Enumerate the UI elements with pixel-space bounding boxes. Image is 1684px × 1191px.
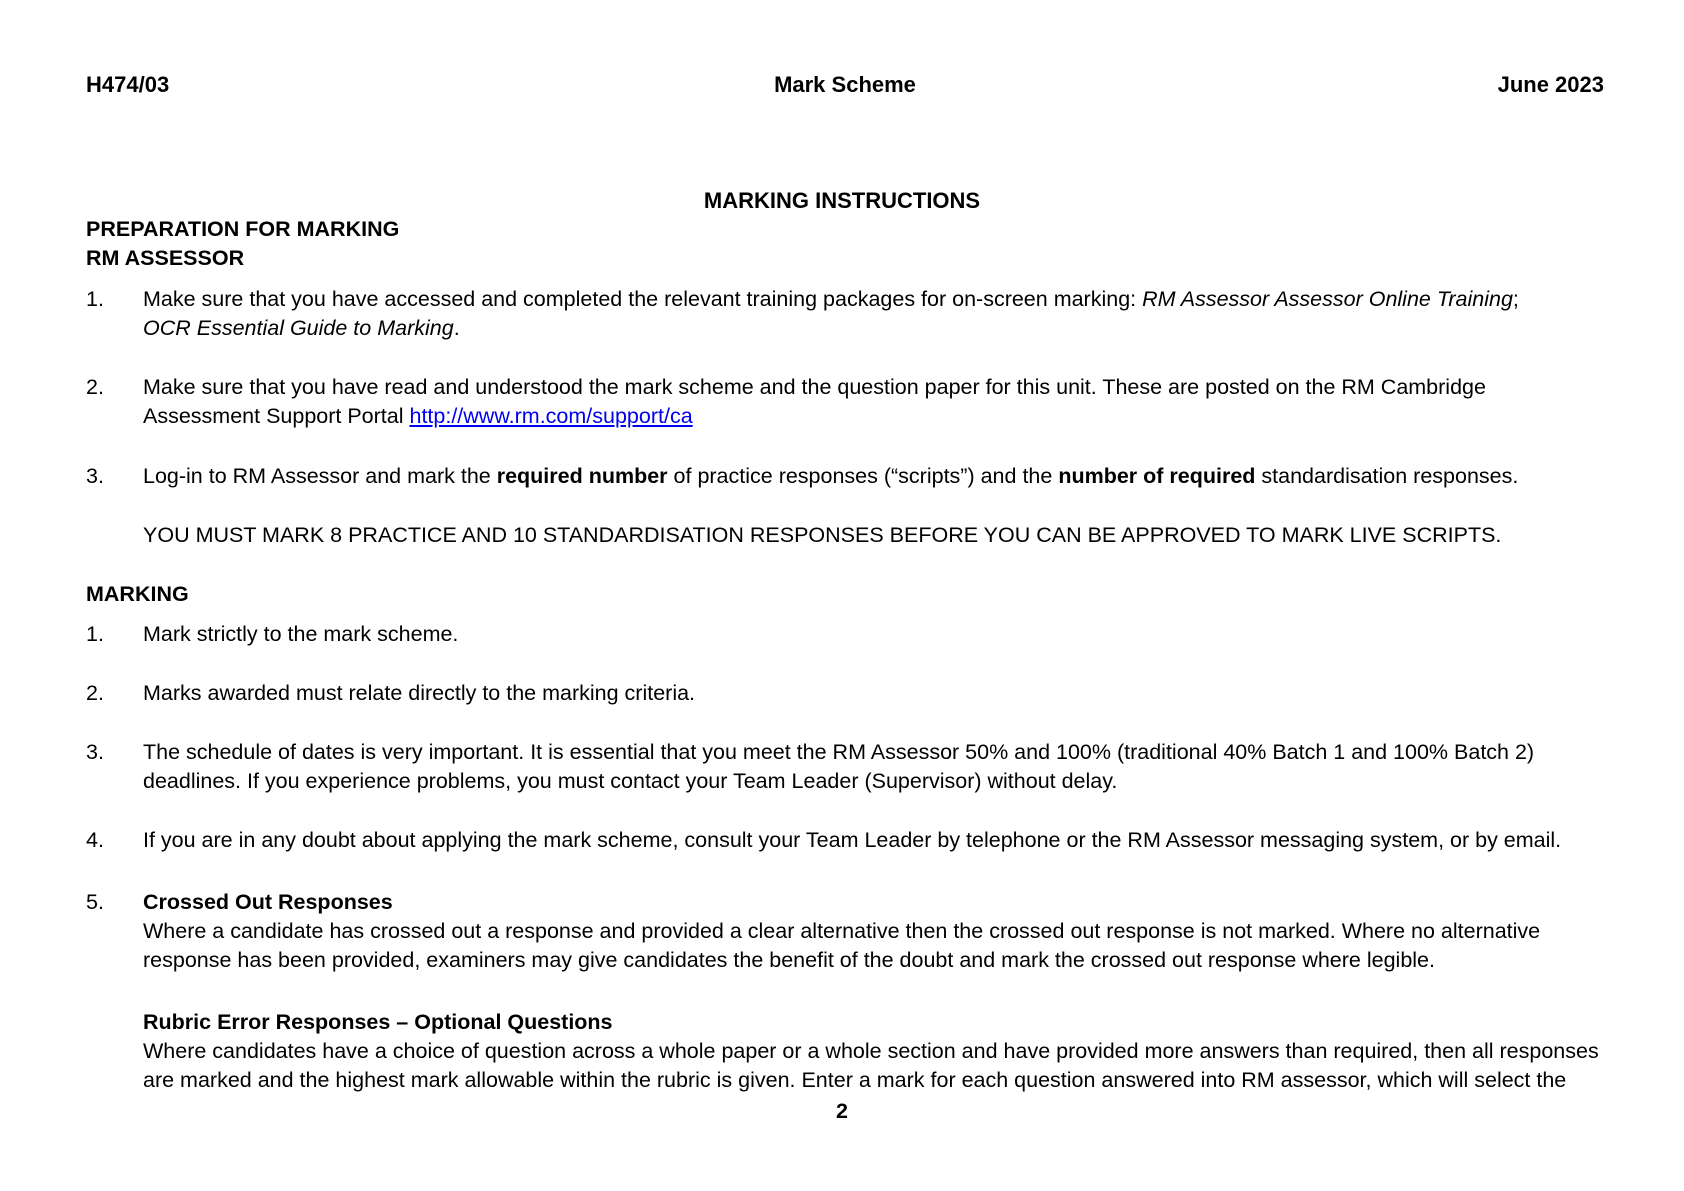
rubric-error-line2: are marked and the highest mark allowable within the rubric is given. Enter a mark for each question answered into RM assessor, which will select the (143, 1068, 1567, 1092)
number-required-emphasis: number of required (1058, 464, 1256, 488)
portal-label: Assessment Support Portal (143, 404, 410, 428)
marking-item-3-line1: The schedule of dates is very important. It is essential that you meet the RM Assessor 50% and 100% (traditional 40% Batch 1 and 100% Batch 2) (143, 740, 1535, 764)
section-title: MARKING INSTRUCTIONS (703, 188, 981, 213)
rubric-error-heading: Rubric Error Responses – Optional Questions (143, 1010, 613, 1034)
prep-item-2-line2 (143, 402, 1604, 431)
crossed-out-line2: response has been provided, examiners may give candidates the benefit of the doubt and mark the crossed out response where legible. (143, 948, 1435, 972)
prep-item-1-separator: ; (1512, 287, 1519, 311)
prep-item-1 (143, 285, 1604, 343)
prep-item-2-line1: Make sure that you have read and understood the mark scheme and the question paper for this unit. These are posted on the RM Cambridge (143, 375, 1486, 399)
page-header (86, 70, 1604, 100)
marking-item-number: 1. (86, 622, 104, 646)
marking-item-4: If you are in any doubt about applying the mark scheme, consult your Team Leader by telephone or the RM Assessor messaging system, or by email. (143, 828, 1562, 852)
prep-item-1-line2 (143, 314, 1604, 343)
prep-item-1-text: Make sure that you have accessed and completed the relevant training packages for on-screen marking: (143, 287, 1143, 311)
prep-item-2 (143, 373, 1604, 431)
rm-assessor-heading: RM ASSESSOR (86, 246, 245, 270)
header-date: June 2023 (1497, 72, 1604, 97)
required-number-emphasis: required number (496, 464, 668, 488)
training-name: RM Assessor Assessor Online Training (1142, 287, 1513, 311)
marking-item-5 (143, 888, 1604, 975)
marking-heading: MARKING (86, 582, 189, 606)
crossed-out-line1: Where a candidate has crossed out a response and provided a clear alternative then the crossed out response is not marked. Where no alternative (143, 919, 1541, 943)
marking-item-number: 4. (86, 828, 104, 852)
page-number: 2 (836, 1099, 848, 1123)
support-portal-link[interactable]: http://www.rm.com/support/ca (409, 404, 693, 428)
marking-item-number: 2. (86, 681, 104, 705)
paper-code: H474/03 (86, 72, 170, 97)
prep-item-3 (143, 462, 1604, 491)
prep-item-number: 2. (86, 375, 104, 399)
rubric-error-block (143, 1008, 1604, 1095)
prep-item-3-text-b: of practice responses (“scripts”) and the (667, 464, 1059, 488)
marking-item-2: Marks awarded must relate directly to the marking criteria. (143, 681, 696, 705)
prep-item-1-line1 (143, 285, 1604, 314)
marking-item-1: Mark strictly to the mark scheme. (143, 622, 459, 646)
guide-name: OCR Essential Guide to Marking (143, 316, 454, 340)
header-title: Mark Scheme (774, 72, 916, 97)
prep-item-1-period: . (453, 316, 460, 340)
marking-item-3-line2: deadlines. If you experience problems, you must contact your Team Leader (Supervisor) without delay. (143, 769, 1118, 793)
prep-item-3-text-c: standardisation responses. (1255, 464, 1519, 488)
prep-item-number: 3. (86, 464, 104, 488)
prep-item-3-text-a: Log-in to RM Assessor and mark the (143, 464, 497, 488)
crossed-out-heading: Crossed Out Responses (143, 890, 393, 914)
preparation-heading: PREPARATION FOR MARKING (86, 217, 400, 241)
rubric-error-line1: Where candidates have a choice of question across a whole paper or a whole section and have provided more answers than required, then all responses (143, 1039, 1599, 1063)
marking-item-number: 5. (86, 890, 104, 914)
marking-item-3 (143, 738, 1604, 796)
marking-item-number: 3. (86, 740, 104, 764)
prep-item-number: 1. (86, 287, 104, 311)
approval-notice: YOU MUST MARK 8 PRACTICE AND 10 STANDARDISATION RESPONSES BEFORE YOU CAN BE APPROVED TO MARK LIVE SCRIPTS. (143, 523, 1502, 547)
